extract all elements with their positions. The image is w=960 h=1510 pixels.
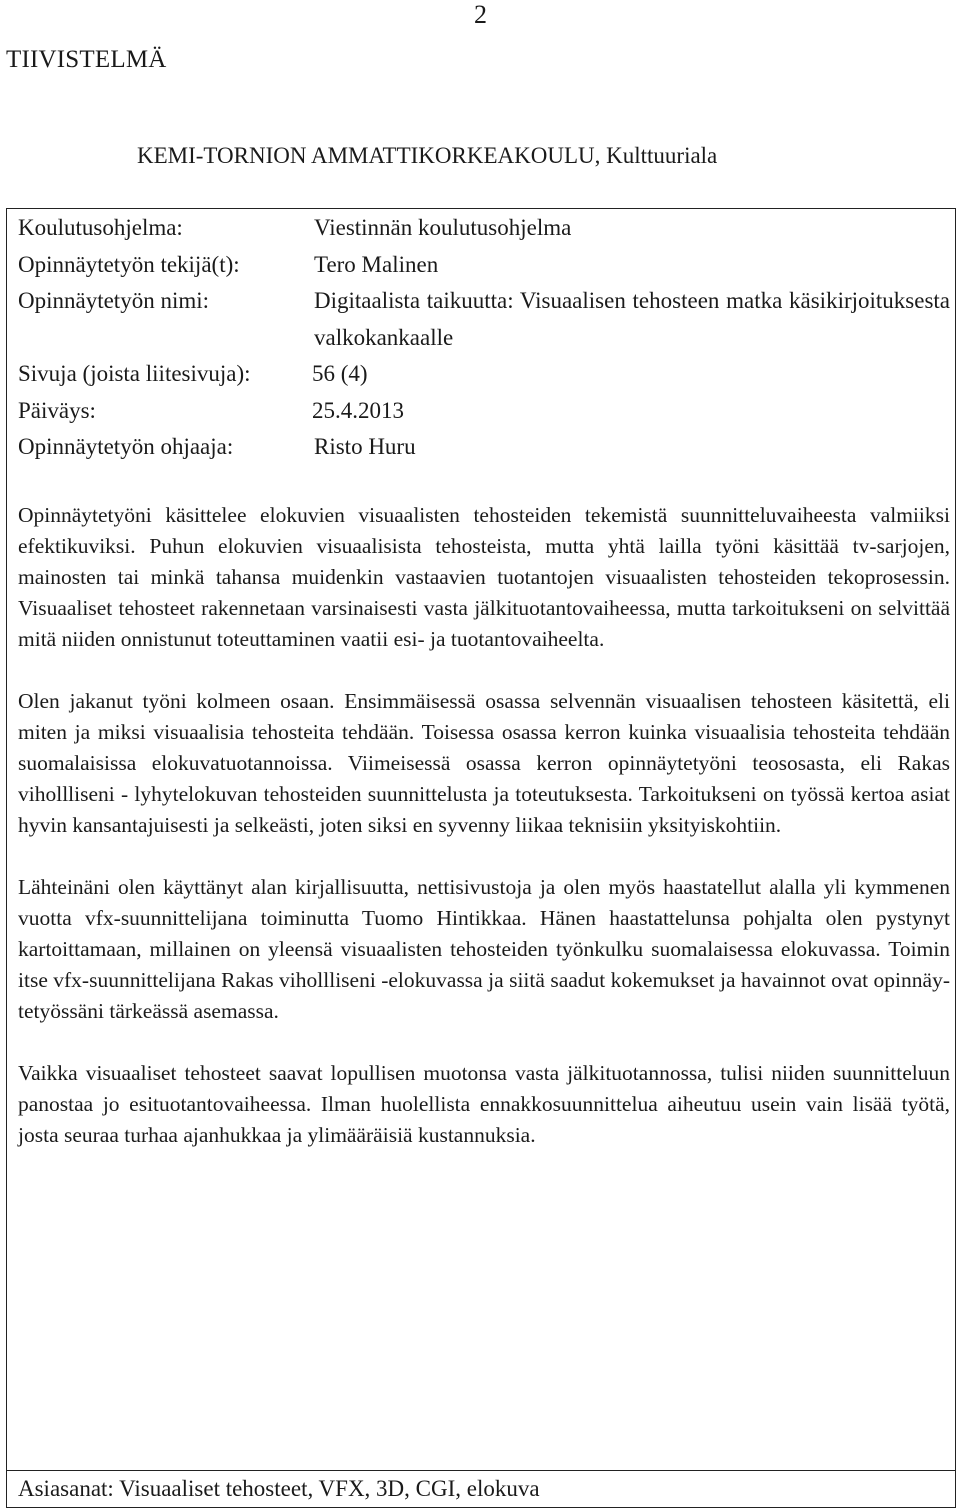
programme-label: Koulutusohjelma: [18, 215, 183, 240]
author-row [18, 247, 948, 284]
supervisor-value: Risto Huru [314, 434, 416, 459]
keywords-line: Asiasanat: Visuaaliset tehosteet, VFX, 3D, CGI, elokuva [18, 1476, 540, 1501]
pages-value: 56 (4) [312, 361, 368, 386]
abstract-paragraph: Lähteinäni olen käyttänyt alan kirjallisuutta, nettisivustoja ja olen myös haastatellut alalla yli kymmenen vuotta vfx-suunnittelijana toiminutta Tuomo Hintikkaa. Hänen haastattelunsa pohjalta olen pystynyt kartoittamaan, millainen on yleensä visuaalisten tehosteiden työnkulku suomalaisessa elokuvassa. Toimin itse vfx-suunnittelijana Rakas vihollliseni -elokuvassa ja siitä saadut kokemukset ja havainnot ovat opinnäytetyössäni tärkeässä asemassa. [18, 875, 950, 1023]
abstract-paragraph: Olen jakanut työni kolmeen osaan. Ensimmäisessä osassa selvennän visuaalisen tehosteen käsitettä, eli miten ja miksi visuaalisia tehosteita tehdään. Toisessa osassa kerron kuinka visuaalisia tehosteita tehdään suomalaisissa elokuvatuotannoissa. Viimeisessä osassa kerron opinnäytetyöni teososasta, eli Rakas vihollliseni - lyhytelokuvan tehosteiden suunnittelusta ja toteutuksesta. Tarkoitukseni on työssä kertoa asiat hyvin kansantajuisesti ja selkeästi, joten siksi en syvenny liikaa teknisiin yksityiskohtiin. [18, 689, 950, 837]
metadata-table [18, 210, 948, 466]
supervisor-row [18, 429, 948, 466]
page-number: 2 [474, 0, 487, 29]
document-heading: TIIVISTELMÄ [6, 46, 167, 73]
abstract-paragraph: Vaikka visuaaliset tehosteet saavat lopullisen muotonsa vasta jälkituotannossa, tulisi niiden suunnitteluun panostaa jo esituotantovaiheessa. Ilman huolellista ennakkosuunnittelua aiheutuu usein vain lisää työtä, josta seuraa turhaa ajanhukkaa ja ylimääräisiä kustannuksia. [18, 1061, 950, 1147]
pages-label: Sivuja (joista liitesivuja): [18, 361, 251, 386]
programme-value: Viestinnän koulutusohjelma [314, 215, 572, 240]
supervisor-label: Opinnäytetyön ohjaaja: [18, 434, 234, 459]
keywords-divider [6, 1470, 956, 1471]
abstract-paragraph: Opinnäytetyöni käsittelee elokuvien visuaalisten tehosteiden tekemistä suunnitteluvaiheesta valmiiksi efektikuviksi. Puhun elokuvien visuaalisista tehosteista, mutta yhtä lailla työni käsittää tv-sarjojen, mainosten tai minkä tahansa muidenkin vastaavien tuotantojen visuaalisten tehosteiden tekoprosessin. Visuaaliset tehosteet rakennetaan varsinaisesti vasta jälkituotantovaiheessa, mutta tarkoitukseni on selvittää mitä niiden onnistunut toteuttaminen vaatii esi- ja tuotantovaiheelta. [18, 503, 950, 651]
date-value: 25.4.2013 [312, 397, 404, 423]
title-label: Opinnäytetyön nimi: [18, 288, 210, 313]
title-row [18, 283, 948, 356]
abstract-body [18, 500, 950, 1182]
date-row [18, 393, 948, 430]
date-label: Päiväys: [18, 397, 96, 423]
title-value: Digitaalista taikuutta: Visuaalisen tehosteen matka käsikirjoituksesta valkokankaalle [314, 288, 950, 350]
school-line: KEMI-TORNION AMMATTIKORKEAKOULU, Kulttuuriala [137, 143, 718, 168]
author-value: Tero Malinen [314, 251, 439, 277]
author-label: Opinnäytetyön tekijä(t): [18, 251, 240, 277]
pages-row [18, 356, 948, 393]
programme-row [18, 210, 948, 247]
